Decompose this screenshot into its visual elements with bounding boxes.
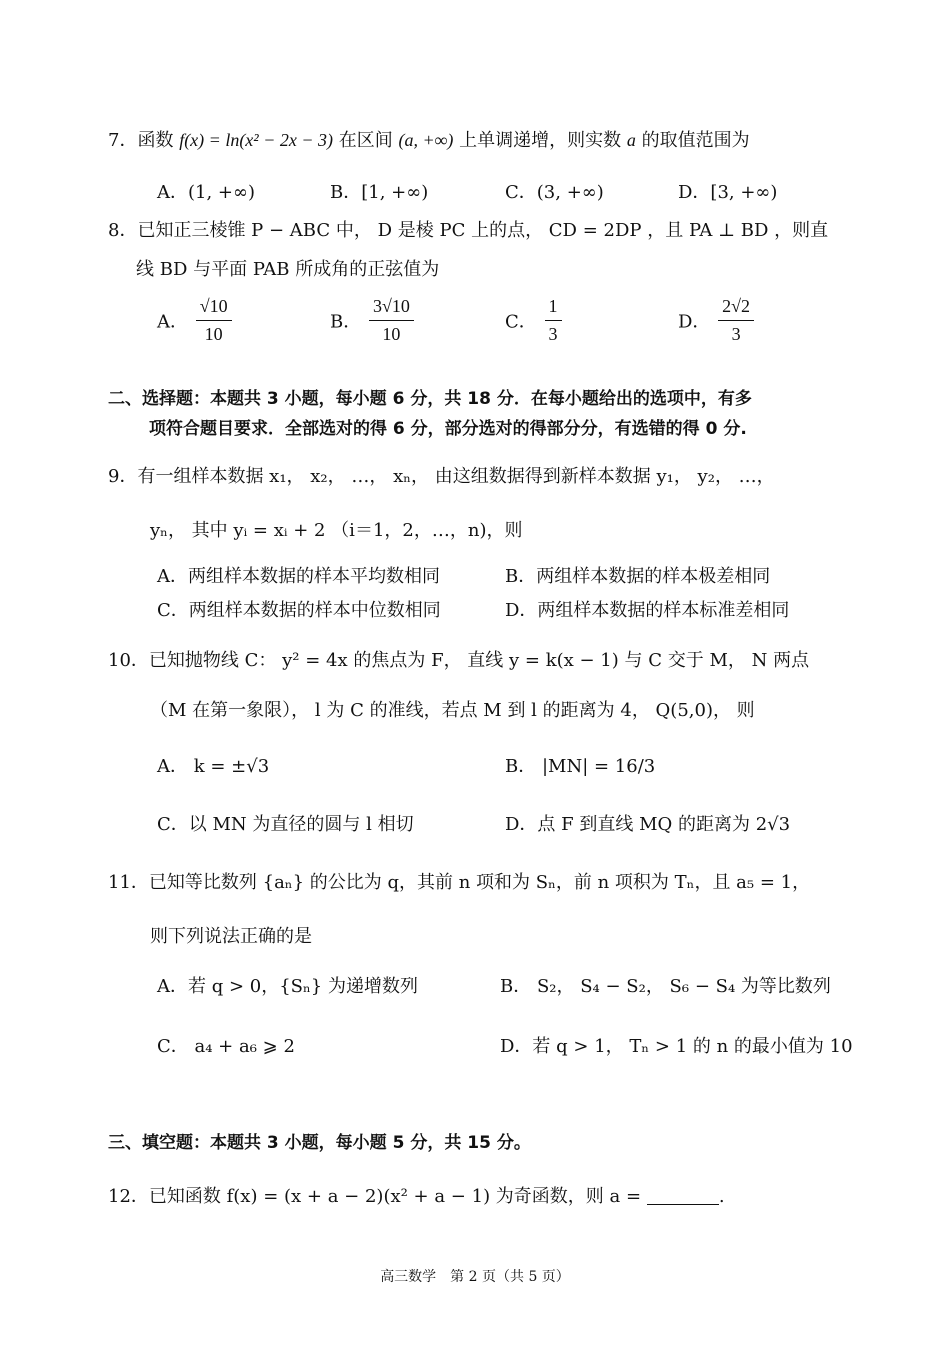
- question-text: 有一组样本数据 x₁， x₂， …， xₙ， 由这组数据得到新样本数据 y₁， y₂， …，: [137, 466, 775, 487]
- question-text: 函数: [137, 130, 174, 151]
- option-a: [157, 296, 234, 345]
- question-text: .: [718, 1186, 725, 1207]
- option-c: [505, 296, 564, 345]
- question-number: 11．: [108, 872, 149, 893]
- option-d: D．点 F 到直线 MQ 的距离为 2√3: [505, 814, 791, 835]
- option-b: B．两组样本数据的样本极差相同: [505, 566, 771, 587]
- option-label: B．: [330, 311, 362, 333]
- question-9: [108, 462, 775, 488]
- question-text: 已知等比数列 {aₙ} 的公比为 q，其前 n 项和为 Sₙ，前 n 项积为 Tₙ，且 a₅ = 1，: [148, 872, 811, 893]
- numerator: 2√2: [718, 296, 754, 321]
- question-number: 12．: [108, 1186, 149, 1207]
- section-2-heading-line2: 项符合题目要求．全部选对的得 6 分，部分选对的得部分分，有选错的得 0 分.: [149, 419, 747, 439]
- formula: f(x) = ln(x² − 2x − 3): [179, 130, 333, 150]
- option-d: [678, 296, 756, 345]
- denominator: 10: [204, 324, 223, 344]
- option-b: B． S₂， S₄ − S₂， S₆ − S₄ 为等比数列: [500, 976, 831, 997]
- fraction: [718, 296, 754, 345]
- option-b: [330, 296, 416, 345]
- question-10-line2: （M 在第一象限）， l 为 C 的准线，若点 M 到 l 的距离为 4， Q(5,0)， 则: [150, 700, 755, 721]
- fraction: [545, 296, 562, 345]
- numerator: √10: [196, 296, 232, 321]
- option-c: C． a₄ + a₆ ⩾ 2: [157, 1036, 295, 1057]
- question-text: 已知函数 f(x) = (x + a − 2)(x² + a − 1) 为奇函数，则 a =: [148, 1186, 642, 1207]
- fraction: [196, 296, 232, 345]
- question-text: 的取值范围为: [641, 130, 750, 151]
- question-7: [108, 126, 750, 152]
- denominator: 3: [548, 324, 558, 344]
- question-text: 上单调递增，则实数: [459, 130, 622, 151]
- question-number: 7．: [108, 130, 138, 151]
- option-c: C．(3, +∞): [505, 182, 604, 203]
- option-label: C．: [505, 311, 537, 333]
- question-number: 9．: [108, 466, 138, 487]
- option-label: A．: [157, 311, 188, 333]
- option-d: D．两组样本数据的样本标准差相同: [505, 600, 790, 621]
- numerator: 1: [545, 296, 562, 321]
- denominator: 10: [382, 324, 401, 344]
- page-footer: 高三数学 第 2 页（共 5 页）: [380, 1269, 570, 1285]
- option-label: D．: [678, 311, 711, 333]
- option-b: B．[1, +∞): [330, 182, 429, 203]
- question-12: [108, 1182, 725, 1208]
- formula: (a, +∞): [398, 130, 454, 150]
- question-text: 在区间: [338, 130, 393, 151]
- fraction: [369, 296, 414, 345]
- question-number: 10．: [108, 650, 149, 671]
- question-10: [108, 646, 809, 672]
- question-11: [108, 868, 810, 894]
- option-a: A．两组样本数据的样本平均数相同: [157, 566, 440, 587]
- option-c: C．以 MN 为直径的圆与 l 相切: [157, 814, 414, 835]
- denominator: 3: [731, 324, 741, 344]
- question-11-line2: 则下列说法正确的是: [150, 926, 312, 947]
- answer-blank[interactable]: [647, 1188, 719, 1205]
- option-d: D．[3, +∞): [678, 182, 778, 203]
- question-8-line2: 线 BD 与平面 PAB 所成角的正弦值为: [136, 259, 440, 280]
- question-9-line2: yₙ， 其中 yᵢ = xᵢ + 2 （i＝1，2，…，n)，则: [150, 520, 523, 541]
- question-8: [108, 216, 828, 242]
- question-text: 已知正三棱锥 P − ABC 中， D 是棱 PC 上的点， CD = 2DP ，且 PA ⊥ BD ，则直: [137, 220, 829, 241]
- option-a: A． k = ±√3: [157, 756, 270, 777]
- question-text: 已知抛物线 C： y² = 4x 的焦点为 F， 直线 y = k(x − 1) 与 C 交于 M， N 两点: [148, 650, 810, 671]
- section-2-heading: 二、选择题：本题共 3 小题，每小题 6 分，共 18 分．在每小题给出的选项中，有多: [108, 389, 752, 409]
- option-d: D．若 q > 1， Tₙ > 1 的 n 的最小值为 10: [500, 1036, 853, 1057]
- formula: a: [626, 130, 636, 150]
- option-a: A．若 q > 0，{Sₙ} 为递增数列: [157, 976, 418, 997]
- option-c: C．两组样本数据的样本中位数相同: [157, 600, 441, 621]
- numerator: 3√10: [369, 296, 414, 321]
- section-3-heading: 三、填空题：本题共 3 小题，每小题 5 分，共 15 分。: [108, 1133, 531, 1153]
- option-b: B． |MN| = 16/3: [505, 756, 656, 777]
- question-number: 8．: [108, 220, 138, 241]
- option-a: A．(1, +∞): [157, 182, 256, 203]
